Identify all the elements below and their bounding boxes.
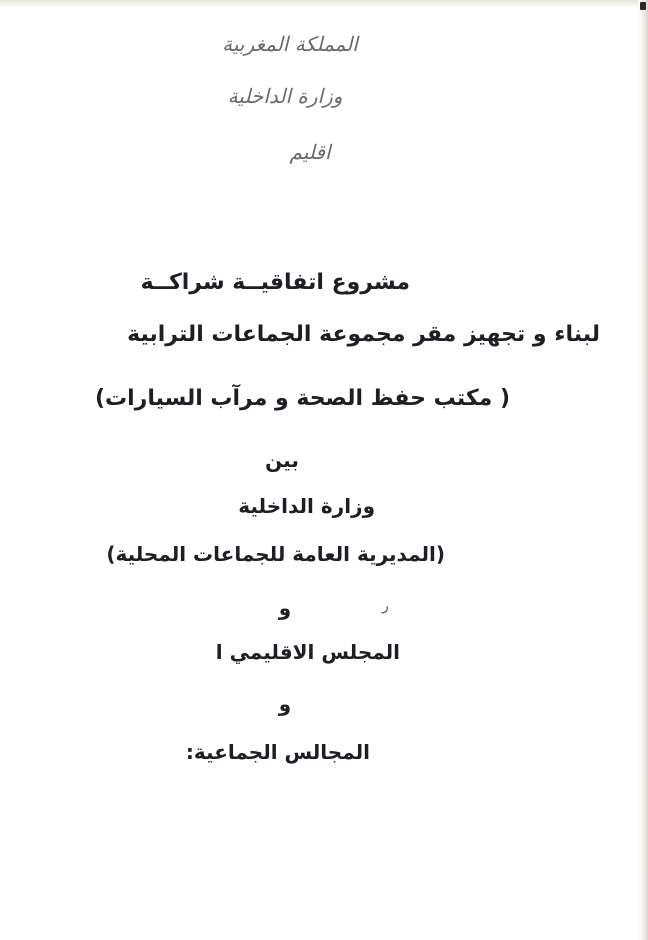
project-scope: ( مكتب حفظ الصحة و مرآب السيارات) (94, 386, 510, 411)
scan-top-shadow (0, 0, 648, 8)
project-title: مشروع اتفاقيــة شراكــة (140, 270, 410, 295)
scan-right-edge (638, 0, 648, 940)
stray-mark: ر (382, 598, 389, 614)
conjunction-1: و (278, 596, 292, 620)
between-label: بين (265, 448, 299, 472)
party-ministry: وزارة الداخلية (238, 494, 375, 518)
project-subtitle: لبناء و تجهيز مقر مجموعة الجماعات الترابية (127, 322, 600, 347)
party-communal-councils: المجالس الجماعية: (185, 740, 370, 764)
header-kingdom: المملكة المغربية (222, 32, 358, 56)
header-province: اقليم (289, 140, 331, 164)
header-ministry: وزارة الداخلية (227, 84, 343, 108)
party-ministry-directorate: (المديرية العامة للجماعات المحلية) (106, 542, 445, 566)
conjunction-2: و (278, 692, 292, 716)
party-provincial-council: المجلس الاقليمي ا (215, 640, 400, 664)
scan-corner-mark (640, 2, 646, 10)
